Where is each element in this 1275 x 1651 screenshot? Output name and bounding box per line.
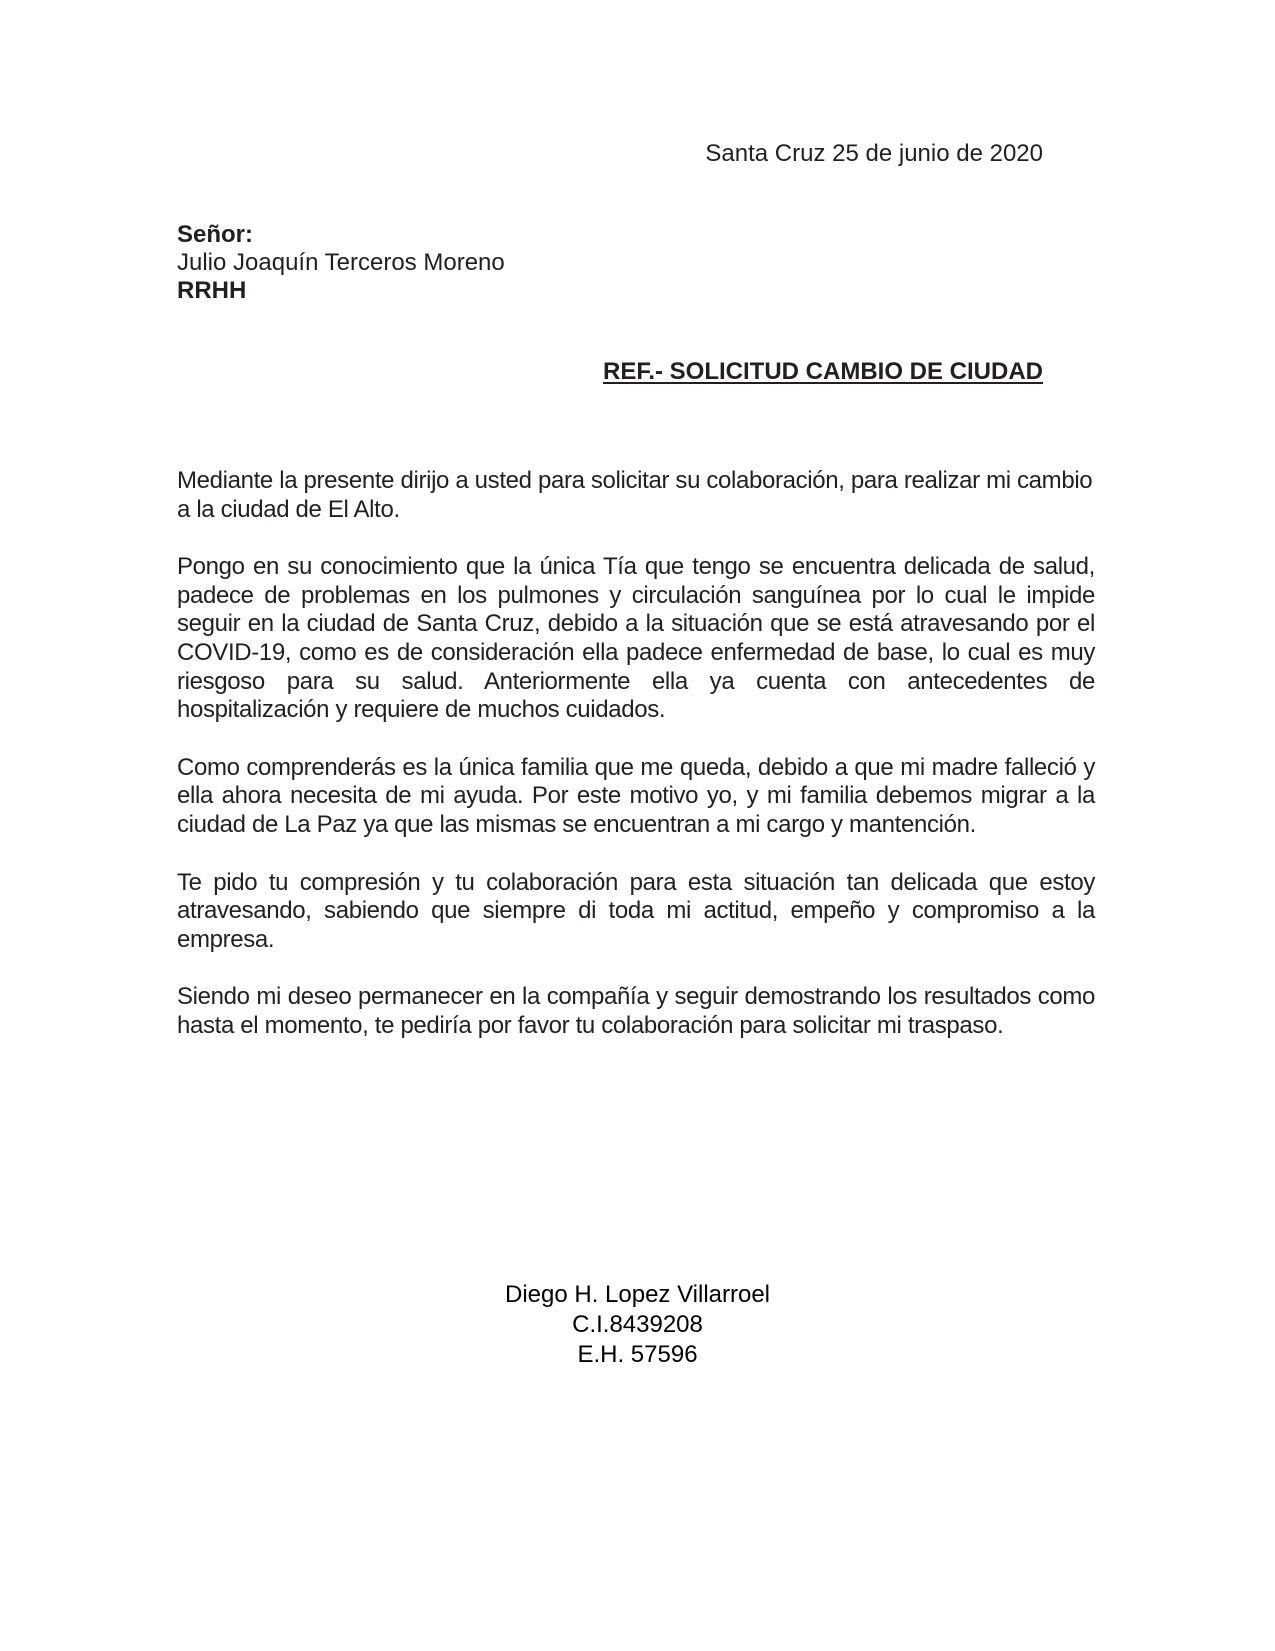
- recipient-department: RRHH: [177, 277, 247, 304]
- reference-line: REF.- SOLICITUD CAMBIO DE CIUDAD: [603, 358, 1043, 385]
- body-paragraph: Pongo en su conocimiento que la única Tía que tengo se encuentra delicada de salud, padece de problemas en los pulmones y circulación sanguínea por lo cual le impide seguir en la ciudad de Santa Cruz, debido a la situación que se está atravesando por el COVID-19, como es de consideración ella padece enfermedad de base, lo cual es muy riesgoso para su salud. Anteriormente ella ya cuenta con antecedentes de hospitalización y requiere de muchos cuidados.: [177, 553, 1095, 724]
- signature-ci: C.I.8439208: [572, 1311, 703, 1338]
- body-paragraph: Mediante la presente dirijo a usted para solicitar su colaboración, para realizar mi cambio a la ciudad de El Alto.: [177, 467, 1093, 523]
- recipient-block: [177, 221, 505, 305]
- signature-name: Diego H. Lopez Villarroel: [504, 1281, 771, 1308]
- letter-body: [177, 467, 1095, 1070]
- signature-block: [0, 1280, 1275, 1370]
- body-paragraph: Siendo mi deseo permanecer en la compañía y seguir demostrando los resultados como hasta el momento, te pediría por favor tu colaboración para solicitar mi traspaso.: [177, 983, 1095, 1039]
- body-paragraph: Como comprenderás es la única familia que me queda, debido a que mi madre falleció y ella ahora necesita de mi ayuda. Por este motivo yo, y mi familia debemos migrar a la ciudad de La Paz ya que las mismas se encuentran a mi cargo y mantención.: [177, 753, 1095, 838]
- signature-eh: E.H. 57596: [577, 1341, 698, 1368]
- body-paragraph: Te pido tu compresión y tu colaboración para esta situación tan delicada que estoy atravesando, sabiendo que siempre di toda mi actitud, empeño y compromiso a la empresa.: [177, 868, 1095, 953]
- recipient-name: Julio Joaquín Terceros Moreno: [177, 249, 505, 276]
- recipient-salutation: Señor:: [177, 221, 254, 248]
- letter-date: Santa Cruz 25 de junio de 2020: [705, 140, 1043, 167]
